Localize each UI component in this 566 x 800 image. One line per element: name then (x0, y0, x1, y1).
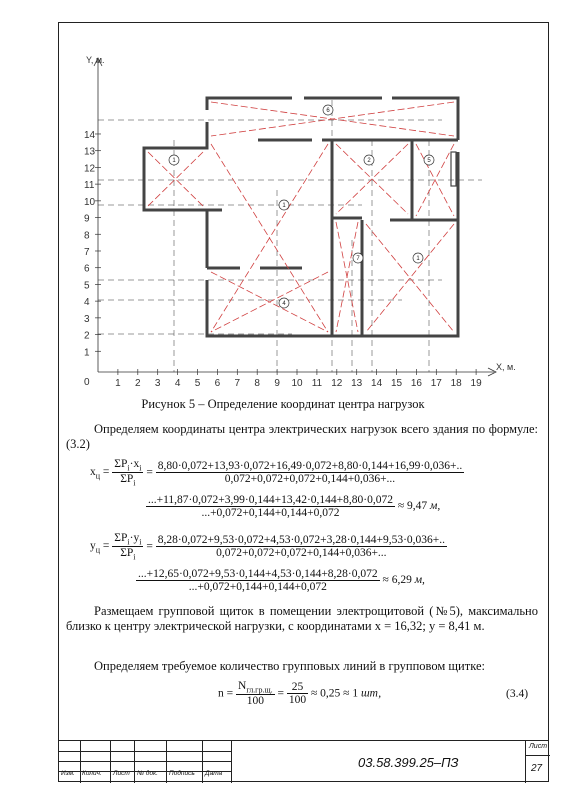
formula-yc: $y_ц$ = $\frac{\Sigma P_i\cdot y_i}{\Sigma P_i}$ = $\frac{8,28\cdot 0,072+9,53\cdot 0,072+4,53\cdot 0,072+3,28\cdot 0,144+9,53\cdot 0,036+..}{0,072+0,072+0,072+0,144+0,036+...}$ (90, 532, 446, 562)
stamp-col-izm: Изм. (61, 770, 75, 777)
x-tick-label: 16 (410, 378, 422, 389)
xc-lhs: $x_ц$ = (90, 466, 110, 481)
x-tick-label: 7 (234, 378, 241, 389)
plan-x-tick-labels (115, 378, 482, 389)
formula-yc-cont (136, 568, 425, 593)
room-number: 6 (326, 108, 330, 114)
wall (144, 122, 207, 268)
plan-y-tick-labels (84, 130, 96, 358)
x-tick-label: 2 (135, 378, 141, 389)
stamp-col-list: Лист (113, 770, 130, 777)
y-tick-label: 3 (84, 313, 90, 325)
y-tick-label: 7 (84, 246, 90, 258)
paragraph-2: Размещаем групповой щиток в помещении электрощитовой (№5), максимально близко к центру электрической нагрузки, с координатами x = 16,32; y = 8,41 м. (66, 604, 538, 633)
figure-caption: Рисунок 5 – Определение координат центра нагрузок (141, 397, 425, 411)
yc-numeric-fraction-2: $\frac{...+12,65\cdot 0,072+9,53\cdot 0,144+4,53\cdot 0,144+8,28\cdot 0,072}{...+0,072+0,144+0,144+0,072}$ (138, 568, 378, 593)
room-number: 2 (367, 158, 371, 164)
room-number: 5 (427, 158, 431, 164)
y-tick-label: 12 (84, 163, 96, 175)
y-tick-label: 13 (84, 146, 96, 158)
y-axis-label: Y, м. (86, 55, 105, 65)
wall (392, 98, 458, 140)
paragraph-1: Определяем координаты центра электрических нагрузок всего здания по формуле: (3.2) (66, 422, 538, 451)
plan-axes (94, 58, 496, 376)
sheet-number: 27 (531, 763, 543, 774)
n-lhs: n = (218, 687, 234, 700)
room-number: 4 (282, 301, 286, 307)
x-tick-label: 15 (390, 378, 403, 389)
yc-result: ≈ 6,29 (382, 574, 412, 587)
y-tick-label: 1 (84, 347, 90, 359)
x-tick-label: 5 (194, 378, 201, 389)
n-result: ≈ 0,25 ≈ 1 (311, 687, 359, 700)
x-tick-label: 17 (430, 378, 442, 389)
wall (207, 98, 292, 110)
x-tick-label: 18 (450, 378, 462, 389)
stamp-col-kolich: Колич. (82, 770, 102, 777)
n-unit: шт, (361, 687, 382, 700)
panel-symbol (451, 152, 456, 186)
x-tick-label: 9 (274, 378, 280, 389)
formula-n: n = $\frac{N_{гл.гр.щ.}}{100}$ = $\frac{25}{100}$ ≈ 0,25 ≈ 1 шт, (218, 680, 382, 708)
x-tick-label: 1 (115, 378, 121, 389)
x-axis-label: X, м. (496, 362, 516, 372)
xc-general-fraction: $\frac{\Sigma P_i\cdot x_i}{\Sigma P_i}$ (114, 458, 142, 488)
room-number: 1 (172, 158, 176, 164)
title-block (58, 740, 549, 783)
building-walls (144, 98, 458, 336)
x-tick-label: 3 (154, 378, 161, 389)
x-tick-label: 8 (254, 378, 260, 389)
y-tick-label: 6 (84, 263, 90, 275)
formula-xc-cont (146, 494, 440, 519)
xc-numeric-fraction-1: $\frac{8,80\cdot 0,072+13,93\cdot 0,072+16,49\cdot 0,072+8,80\cdot 0,144+16,99\cdot 0,036+..}{0,072+0,072+0,072+0,144+0,036+...}$ (157, 460, 463, 486)
x-tick-label: 4 (174, 378, 181, 389)
formula-xc: $x_ц$ = $\frac{\Sigma P_i\cdot x_i}{\Sigma P_i}$ = $\frac{8,80\cdot 0,072+13,93\cdot 0,072+16,49\cdot 0,072+8,80\cdot 0,144+16,99\cdot 0,036+..}{0,072+0,072+0,072+0,144+0,036+...}$ (90, 458, 463, 488)
xc-unit: м, (430, 500, 441, 513)
x-tick-label: 10 (291, 378, 303, 389)
sheet-label: Лист (529, 743, 548, 750)
center-diagonals (148, 102, 454, 332)
yc-general-fraction: $\frac{\Sigma P_i\cdot y_i}{\Sigma P_i}$ (114, 532, 142, 562)
y-tick-label: 5 (84, 280, 90, 292)
stamp-col-podpis: Подпись (169, 770, 195, 777)
x-tick-label: 12 (331, 378, 343, 389)
xc-result: ≈ 9,47 (397, 500, 428, 513)
yc-lhs: $y_ц$ = (90, 540, 110, 555)
yc-unit: м, (414, 574, 425, 587)
room-markers (169, 105, 434, 308)
y-tick-label: 4 (84, 297, 90, 309)
stamp-col-ndok: № док. (137, 770, 158, 777)
n-fraction-general: $\frac{N_{гл.гр.щ.}}{100}$ (238, 680, 273, 708)
y-tick-label: 2 (84, 330, 90, 342)
equation-number: (3.4) (506, 688, 529, 700)
y-tick-label: 14 (84, 129, 96, 141)
floor-plan-figure (62, 40, 516, 392)
y-tick-label: 9 (84, 213, 90, 225)
room-number: 7 (356, 256, 360, 262)
stamp-col-data: Дата (205, 770, 223, 777)
room-number: 1 (282, 203, 286, 209)
x-tick-label: 19 (470, 378, 482, 389)
xc-numeric-fraction-2: $\frac{...+11,87\cdot 0,072+3,99\cdot 0,144+13,42\cdot 0,144+8,80\cdot 0,072}{...+0,072+0,144+0,144+0,072}$ (148, 494, 393, 519)
y-tick-label: 10 (84, 196, 96, 208)
x-tick-label: 11 (311, 378, 323, 389)
sheet-box (525, 741, 550, 783)
y-tick-label: 8 (84, 230, 90, 242)
y-tick-label: 11 (84, 180, 95, 192)
x-tick-label: 14 (371, 378, 383, 389)
x-tick-label: 6 (214, 378, 221, 389)
x-tick-label: 13 (351, 378, 363, 389)
document-code: 03.58.399.25–ПЗ (358, 755, 459, 770)
n-fraction-numeric: $\frac{25}{100}$ (288, 681, 307, 707)
origin-label: 0 (84, 377, 90, 388)
room-number: 1 (416, 256, 420, 262)
paragraph-3: Определяем требуемое количество групповых линий в групповом щитке: (94, 659, 485, 673)
yc-numeric-fraction-1: $\frac{8,28\cdot 0,072+9,53\cdot 0,072+4,53\cdot 0,072+3,28\cdot 0,144+9,53\cdot 0,036+..}{0,072+0,072+0,072+0,144+0,036+...}$ (157, 534, 446, 560)
